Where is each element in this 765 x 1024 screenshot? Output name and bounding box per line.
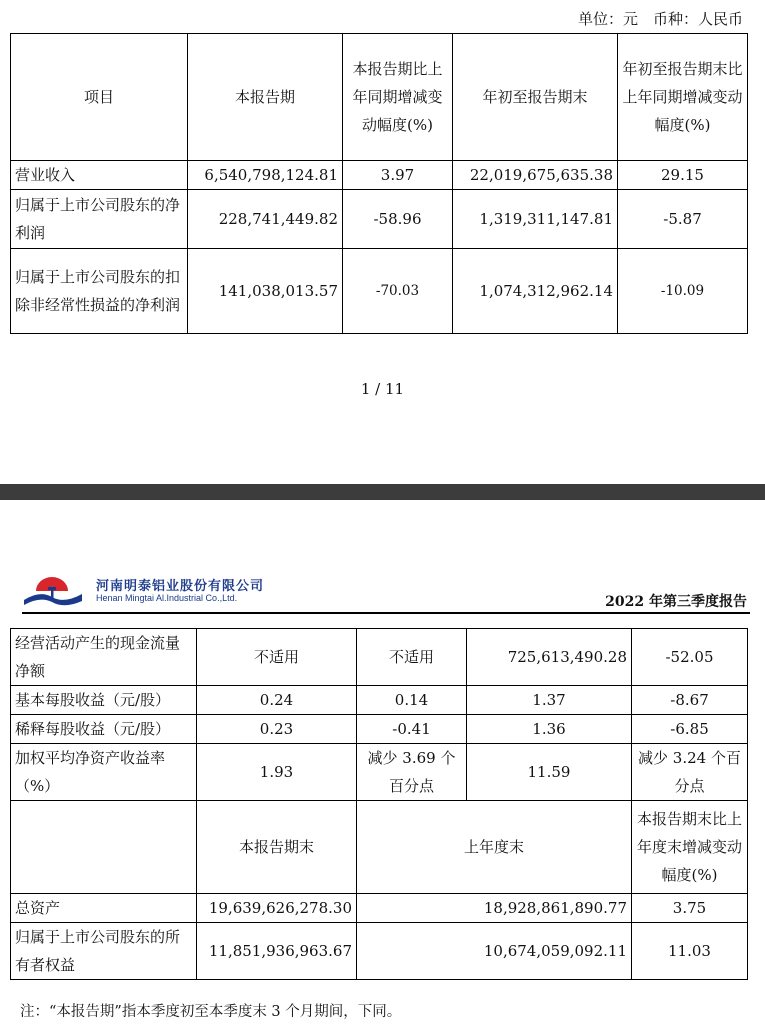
- page-number: 1 / 11: [360, 380, 405, 398]
- row-label: 归属于上市公司股东的所有者权益: [11, 923, 197, 980]
- prior-year-end-value: 10,674,059,092.11: [357, 923, 632, 980]
- ytd-value: 1,074,312,962.14: [453, 249, 618, 334]
- footnote: 注：“本报告期”指本季度初至本季度末 3 个月期间，下同。: [20, 1004, 402, 1020]
- ytd-change-value: -8.67: [632, 686, 748, 715]
- current-change-value: 3.97: [343, 161, 453, 190]
- table-row: [11, 744, 748, 801]
- ytd-change-value: 减少 3.24 个百分点: [632, 744, 748, 801]
- table-row: [11, 715, 748, 744]
- period-end-value: 19,639,626,278.30: [197, 894, 357, 923]
- subheader-item: [11, 801, 197, 894]
- current-period-value: 141,038,013.57: [188, 249, 343, 334]
- page-separator: [0, 484, 765, 500]
- ytd-value: 1.36: [467, 715, 632, 744]
- ytd-change-value: -10.09: [618, 249, 748, 334]
- unit-currency-line: 单位：元 币种：人民币: [577, 10, 743, 28]
- table-row: [11, 686, 748, 715]
- ytd-change-value: -6.85: [632, 715, 748, 744]
- header-divider: [22, 612, 750, 614]
- current-change-value: 不适用: [357, 629, 467, 686]
- table-row: [11, 629, 748, 686]
- report-title: 2022 年第三季度报告: [605, 594, 747, 610]
- row-label: 归属于上市公司股东的净利润: [11, 190, 188, 249]
- ytd-change-value: -52.05: [632, 629, 748, 686]
- row-label: 稀释每股收益（元/股）: [11, 715, 197, 744]
- row-label: 基本每股收益（元/股）: [11, 686, 197, 715]
- current-period-value: 不适用: [197, 629, 357, 686]
- current-period-value: 0.23: [197, 715, 357, 744]
- column-header-item: 项目: [11, 34, 188, 161]
- current-change-value: 0.14: [357, 686, 467, 715]
- change-value: 11.03: [632, 923, 748, 980]
- current-period-value: 228,741,449.82: [188, 190, 343, 249]
- ytd-value: 725,613,490.28: [467, 629, 632, 686]
- table-header-row: [11, 34, 748, 161]
- period-end-value: 11,851,936,963.67: [197, 923, 357, 980]
- row-label: 加权平均净资产收益率（%）: [11, 744, 197, 801]
- ytd-change-value: -5.87: [618, 190, 748, 249]
- subheader-change: 本报告期末比上年度末增减变动幅度(%): [632, 801, 748, 894]
- column-header-current-change: 本报告期比上年同期增减变动幅度(%): [343, 34, 453, 161]
- ytd-value: 22,019,675,635.38: [453, 161, 618, 190]
- column-header-ytd: 年初至报告期末: [453, 34, 618, 161]
- table-subheader-row: [11, 801, 748, 894]
- prior-year-end-value: 18,928,861,890.77: [357, 894, 632, 923]
- row-label: 总资产: [11, 894, 197, 923]
- subheader-period-end: 本报告期末: [197, 801, 357, 894]
- row-label: 营业收入: [11, 161, 188, 190]
- change-value: 3.75: [632, 894, 748, 923]
- key-financials-table: [10, 33, 748, 334]
- current-change-value: -58.96: [343, 190, 453, 249]
- ytd-change-value: 29.15: [618, 161, 748, 190]
- column-header-ytd-change: 年初至报告期末比上年同期增减变动幅度(%): [618, 34, 748, 161]
- company-name-chinese: 河南明泰铝业股份有限公司: [96, 579, 265, 594]
- current-change-value: 减少 3.69 个百分点: [357, 744, 467, 801]
- table-row: [11, 161, 748, 190]
- table-row: [11, 894, 748, 923]
- ytd-value: 1.37: [467, 686, 632, 715]
- report-page-1: [0, 0, 765, 484]
- table-row: [11, 249, 748, 334]
- current-change-value: -0.41: [357, 715, 467, 744]
- row-label: 经营活动产生的现金流量净额: [11, 629, 197, 686]
- ytd-value: 1,319,311,147.81: [453, 190, 618, 249]
- table-row: [11, 190, 748, 249]
- company-logo-icon: [22, 570, 92, 608]
- current-period-value: 6,540,798,124.81: [188, 161, 343, 190]
- company-name-english: Henan Mingtai Al.Industrial Co.,Ltd.: [96, 593, 238, 603]
- subheader-prior-year-end: 上年度末: [357, 801, 632, 894]
- current-period-value: 1.93: [197, 744, 357, 801]
- key-financials-table-continued: [10, 628, 748, 980]
- column-header-current-period: 本报告期: [188, 34, 343, 161]
- row-label: 归属于上市公司股东的扣除非经常性损益的净利润: [11, 249, 188, 334]
- current-period-value: 0.24: [197, 686, 357, 715]
- ytd-value: 11.59: [467, 744, 632, 801]
- table-row: [11, 923, 748, 980]
- current-change-value: -70.03: [343, 249, 453, 334]
